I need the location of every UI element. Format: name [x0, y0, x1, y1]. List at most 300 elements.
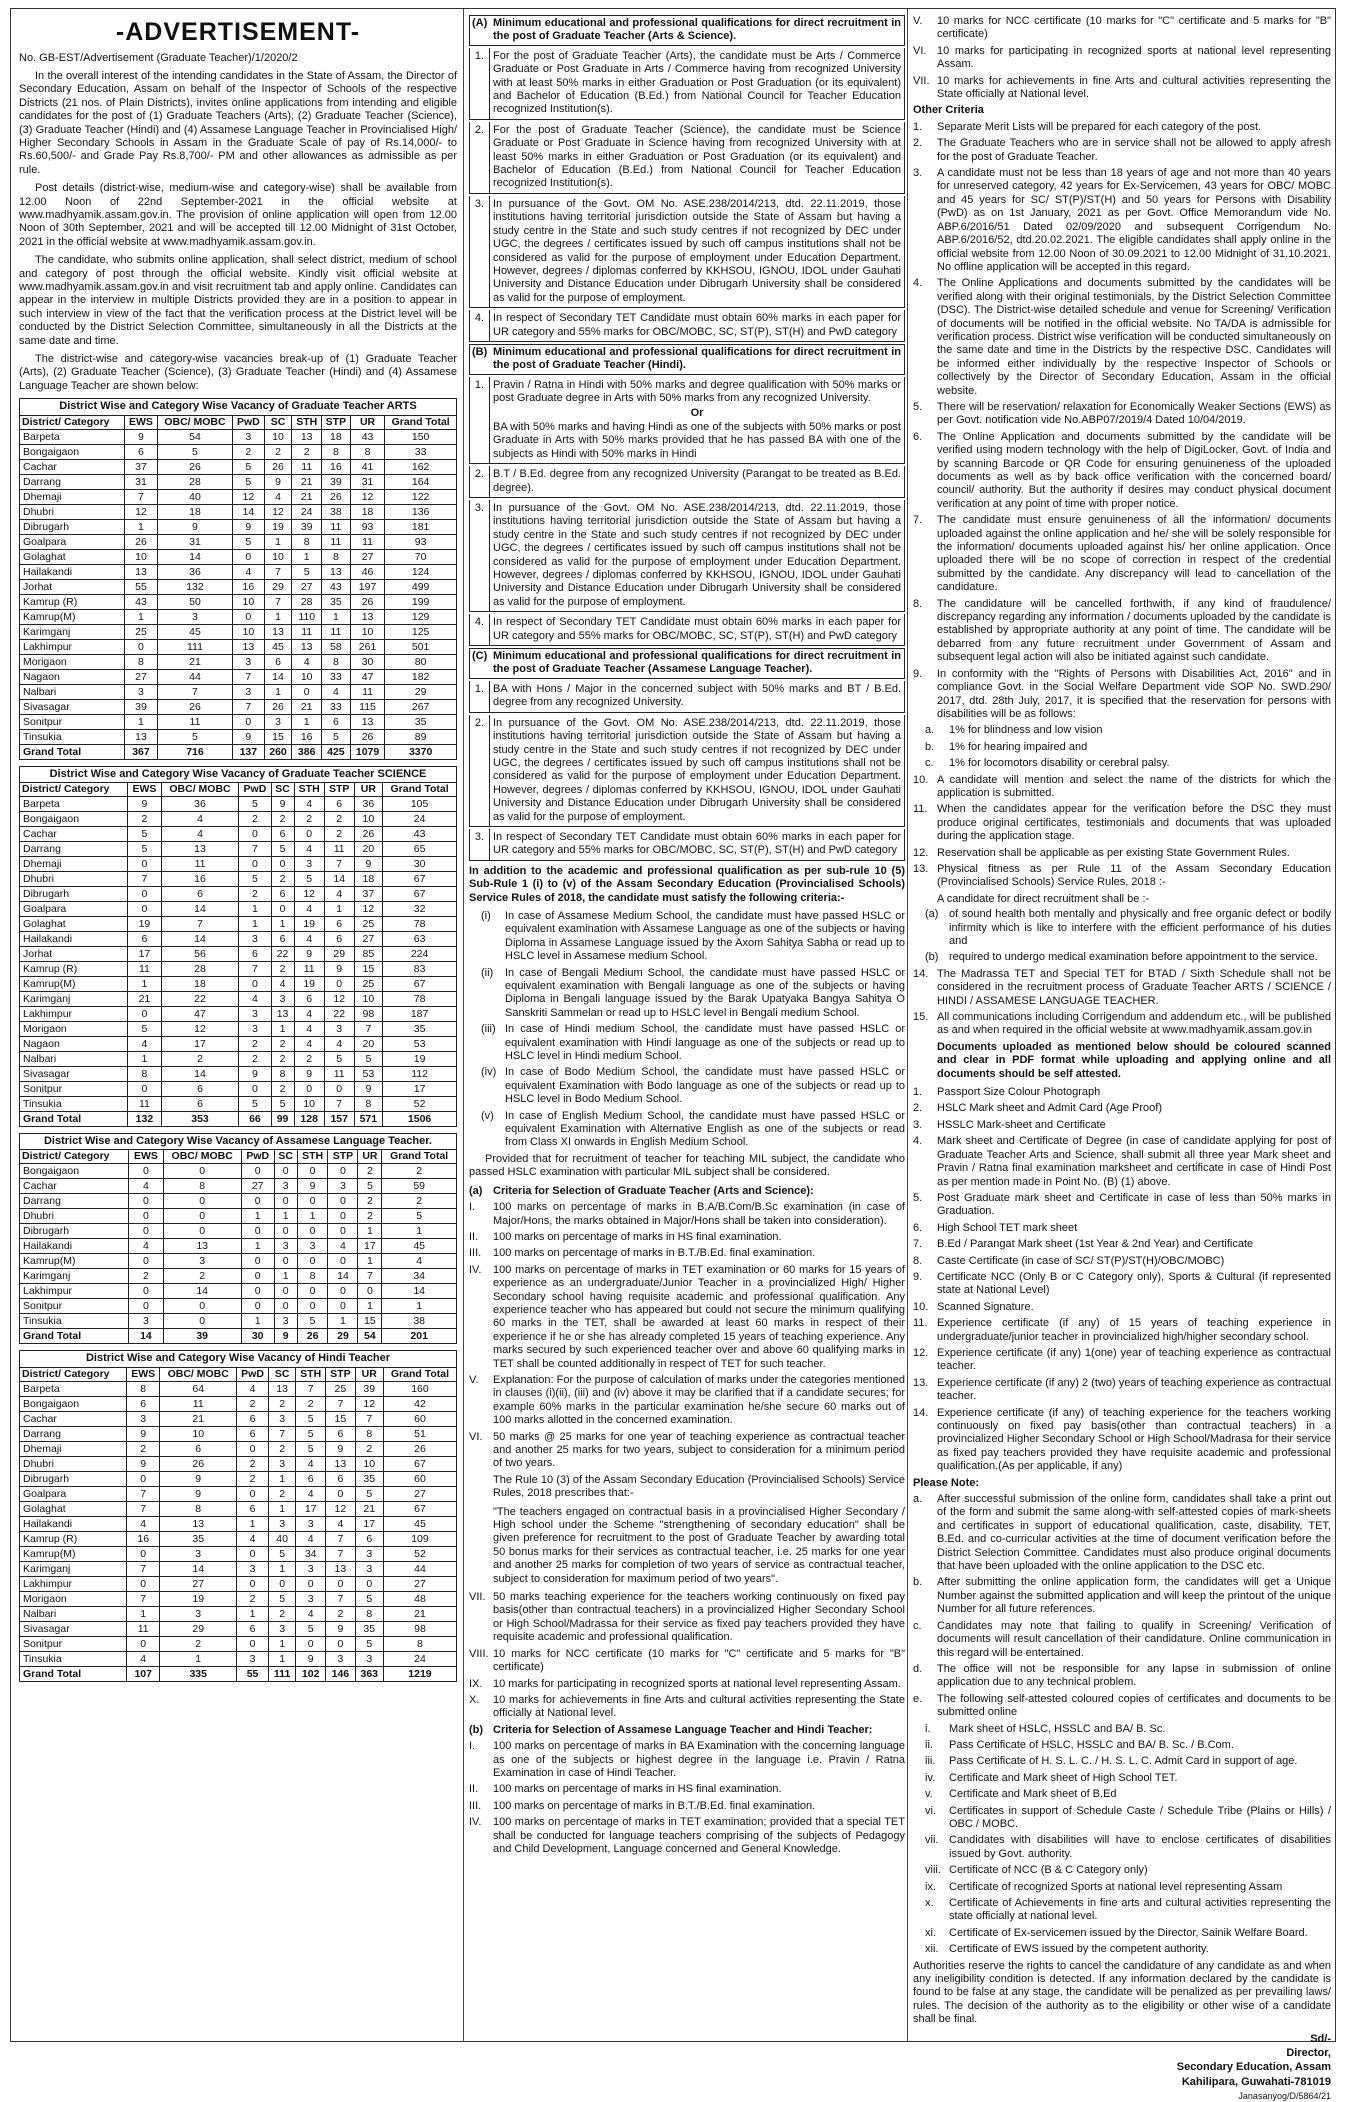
table-cell: 5	[355, 1591, 383, 1606]
table-cell: 12	[161, 1022, 238, 1037]
closing-paragraph: Authorities reserve the rights to cancel the candidature of any candidate as and when any ineligibility condition is detected. If any information declared by the candidate is found to be false at any stage, the candidate will be penalized as per prevailing laws/ rules. The decision of the authority as to the eligibility or other wise of a candidate shall be final.	[913, 1959, 1331, 2026]
list-item	[913, 1493, 1331, 1573]
table-cell: Dibrugarh	[20, 1224, 129, 1239]
item-number: III.	[469, 1247, 482, 1260]
table-cell: 33	[321, 699, 350, 714]
list-item	[913, 1576, 1331, 1616]
table-cell: 70	[385, 549, 457, 564]
table-cell: 18	[354, 872, 383, 887]
table-row	[20, 857, 457, 872]
item-text: In case of Assamese Medium School, the candidate must have passed HSLC or equivalent examination with Assamese Language as one of the subjects or having Diploma in Assamese Language issued by the Axom Sahitya Sabha or read up to HSLC level in Assamese medium School.	[505, 909, 905, 963]
table-cell: 16	[292, 729, 322, 744]
table-cell: 0	[126, 1636, 159, 1651]
table-cell: 27	[292, 579, 322, 594]
table-cell: 9	[126, 1456, 159, 1471]
table-cell: 12	[326, 1501, 355, 1516]
criteria-b-list	[469, 1740, 905, 1856]
item-number: ii.	[925, 1738, 933, 1751]
table-cell: 1	[321, 609, 350, 624]
item-number: VII.	[469, 1591, 486, 1604]
table-cell: Hailakandi	[20, 1239, 129, 1254]
table-cell: Sivasagar	[20, 1067, 128, 1082]
table-caption: District Wise and Category Wise Vacancy of Graduate Teacher ARTS	[19, 398, 457, 414]
table-cell: Dhemaji	[20, 1441, 127, 1456]
table-cell: 7	[126, 1561, 159, 1576]
qualification-section-b	[469, 344, 905, 646]
table-cell: 29	[328, 1329, 358, 1344]
table-cell: 34	[382, 1269, 457, 1284]
please-note-heading: Please Note:	[913, 1476, 980, 1489]
item-number: 8.	[913, 1254, 923, 1267]
table-cell: 2	[129, 1269, 163, 1284]
item-number: 10.	[913, 1300, 929, 1313]
table-cell: Kamrup (R)	[20, 594, 125, 609]
table-cell: 8	[297, 1269, 328, 1284]
table-cell: 43	[125, 594, 158, 609]
table-cell: 5	[296, 1621, 326, 1636]
table-cell: 162	[385, 459, 457, 474]
table-cell: 13	[160, 1516, 237, 1531]
table-cell: 4	[326, 1516, 355, 1531]
table-cell: 4	[128, 1037, 162, 1052]
table-row	[20, 1456, 457, 1471]
item-text: 1% for blindness and low vision	[949, 724, 1103, 737]
table-cell: 3	[160, 1606, 237, 1621]
table-cell: 35	[321, 594, 350, 609]
table-row	[20, 1531, 457, 1546]
list-item	[913, 431, 1331, 511]
table-cell: Golaghat	[20, 549, 125, 564]
table-cell: 18	[321, 429, 350, 444]
table-cell: Kamrup (R)	[20, 1531, 127, 1546]
item-text: The candidate must ensure genuineness of all the information/ documents uploaded against the online application and he/ she will be solely responsible for the information/ documents uploaded against his/ her online application. Once uploaded there will be no scope of correction in respect of the credential submitted by the candidate. Any discrepancy will lead to cancellation of the candidature.	[937, 514, 1331, 594]
column-3	[913, 15, 1331, 2101]
table-cell: 0	[274, 1224, 297, 1239]
table-cell: 13	[163, 1239, 241, 1254]
table-cell: 4	[324, 1037, 354, 1052]
item-text: 10 marks for achievements in fine Arts and cultural activities representing the State officially at National level.	[493, 1693, 905, 1720]
table-cell: 35	[355, 1621, 383, 1636]
table-row	[20, 812, 457, 827]
table-cell: 6	[324, 797, 354, 812]
table-cell: 8	[160, 1501, 237, 1516]
publication-code: Janasanyog/D/5864/21	[1238, 2090, 1331, 2101]
table-cell: 5	[128, 827, 162, 842]
table-cell: 0	[237, 1546, 269, 1561]
table-cell: 0	[274, 1194, 297, 1209]
column-header: PwD	[233, 415, 265, 429]
column-header: OBC/ MOBC	[160, 1367, 237, 1381]
table-cell: 5	[271, 1097, 294, 1112]
table-row	[20, 1224, 457, 1239]
qualification-item	[469, 122, 905, 194]
table-cell: 2	[239, 887, 271, 902]
item-number: 4.	[913, 277, 923, 290]
table-cell: 13	[271, 1007, 294, 1022]
item-number: 2.	[470, 466, 490, 497]
item-number: IV.	[469, 1263, 482, 1276]
item-text: Explanation: For the purpose of calculation of marks under the categories mentioned in clauses (i)(ii), (iii) and (iv) above it may be clarified that if a candidate secures; for example 60% marks in the particular examination he/she secure 60 marks out of 100 marks allotted in the concerned examination.	[493, 1373, 905, 1427]
qualification-item	[469, 500, 905, 612]
table-cell: 0	[129, 1284, 163, 1299]
table-cell: 39	[355, 1381, 383, 1396]
item-number: 10.	[913, 773, 929, 786]
table-cell: 12	[264, 504, 292, 519]
section-title: Minimum educational and professional qualifications for direct recruitment in the post of Graduate Teacher (Hindi).	[493, 345, 901, 372]
table-cell: 3	[274, 1314, 297, 1329]
table-cell: 31	[157, 534, 232, 549]
table-cell: Darrang	[20, 842, 128, 857]
table-cell: 54	[358, 1329, 382, 1344]
section-key: (C)	[472, 650, 488, 663]
table-cell: 0	[126, 1546, 159, 1561]
table-cell: 29	[324, 947, 354, 962]
table-cell: 2	[271, 1037, 294, 1052]
item-number: V.	[469, 1373, 479, 1386]
table-cell: 5	[233, 459, 265, 474]
table-cell: 10	[125, 549, 158, 564]
table-cell: 5	[358, 1179, 382, 1194]
table-row	[20, 1022, 457, 1037]
table-cell: 12	[324, 992, 354, 1007]
table-cell: 0	[239, 827, 271, 842]
table-cell: 0	[239, 977, 271, 992]
table-cell: Karimganj	[20, 1561, 127, 1576]
table-cell: 8	[354, 1097, 383, 1112]
item-number: VIII.	[469, 1647, 489, 1660]
list-item	[913, 1788, 1331, 1801]
table-cell: 6	[161, 887, 238, 902]
table-cell: 17	[296, 1501, 326, 1516]
list-item	[913, 75, 1331, 102]
table-cell: 17	[383, 1082, 457, 1097]
table-cell: 363	[355, 1666, 383, 1681]
table-cell: 39	[163, 1329, 241, 1344]
other-criteria-list-2	[913, 774, 1331, 890]
table-cell: 10	[355, 1456, 383, 1471]
table-cell: 3370	[385, 744, 457, 759]
table-row	[20, 1269, 457, 1284]
item-text: 100 marks on percentage of marks in HS final examination.	[493, 1783, 782, 1796]
item-text: Certificate of NCC (B & C Category only)	[949, 1864, 1148, 1877]
list-item	[469, 1783, 905, 1796]
table-cell: 0	[241, 1224, 274, 1239]
table-cell: 8	[355, 1426, 383, 1441]
table-cell: 15	[358, 1314, 382, 1329]
table-cell: 47	[350, 669, 384, 684]
table-cell: Grand Total	[20, 1666, 127, 1681]
table-cell: Dhubri	[20, 1209, 129, 1224]
table-cell: 13	[161, 842, 238, 857]
disability-reservation-list	[913, 724, 1331, 770]
list-item	[469, 1023, 905, 1063]
table-cell: 1	[269, 1636, 296, 1651]
item-number: 4.	[470, 310, 490, 341]
item-number: 3.	[470, 500, 490, 611]
table-cell: 2	[237, 1456, 269, 1471]
item-text: 100 marks on percentage of marks in TET examination or 60 marks for 15 years of experience as an undergraduate/Junior Teacher in a provincialized High/ Higher Secondary school having requisite academic and professional qualification. Any experience teacher who has appeared but could not secure the minimum qualifying 60 marks in the TET, shall be awarded at least 60 marks in respect of their experience if he or she has already completed 15 years of teaching experience. Any marks secured by such experienced teacher over and above 60 qualifying marks in TET shall be counted additionally in respect of TET for such teacher.	[493, 1263, 905, 1370]
column-header: EWS	[128, 783, 162, 797]
table-row	[20, 1471, 457, 1486]
table-cell: 2	[296, 1396, 326, 1411]
table-cell: 5	[297, 1314, 328, 1329]
table-cell: 9	[233, 729, 265, 744]
column-header: UR	[350, 415, 384, 429]
item-number: c.	[925, 757, 934, 770]
table-cell: Kamrup (R)	[20, 962, 128, 977]
table-cell: 83	[383, 962, 457, 977]
other-criteria-list-3	[913, 968, 1331, 1038]
item-number: 11.	[913, 803, 928, 816]
table-row	[20, 902, 457, 917]
table-cell: 5	[292, 564, 322, 579]
table-cell: 22	[161, 992, 238, 1007]
table-cell: 201	[382, 1329, 457, 1344]
table-cell: 26	[350, 594, 384, 609]
list-item	[469, 1231, 905, 1244]
table-cell: 2	[128, 812, 162, 827]
item-number: (v)	[481, 1109, 494, 1122]
table-cell: 0	[271, 857, 294, 872]
table-row	[20, 564, 457, 579]
item-number: 14.	[913, 967, 929, 980]
table-cell: Barpeta	[20, 429, 125, 444]
column-header: District/ Category	[20, 415, 125, 429]
list-item	[913, 908, 1331, 948]
table-cell: Karimganj	[20, 992, 128, 1007]
item-number: (b)	[925, 951, 939, 964]
item-number: 4.	[913, 1135, 923, 1148]
table-cell: 5	[233, 474, 265, 489]
table-cell: 5	[354, 1052, 383, 1067]
table-row	[20, 1486, 457, 1501]
table-cell: 5	[296, 1441, 326, 1456]
table-cell: 53	[383, 1037, 457, 1052]
grand-total-row	[20, 1666, 457, 1681]
table-cell: 9	[126, 1426, 159, 1441]
table-cell: 19	[160, 1591, 237, 1606]
table-cell: 3	[264, 714, 292, 729]
table-cell: 2	[239, 1052, 271, 1067]
table-cell: 3	[269, 1621, 296, 1636]
table-cell: 1	[264, 534, 292, 549]
table-cell: 33	[385, 444, 457, 459]
column-header: Grand Total	[382, 1150, 457, 1164]
table-cell: 4	[126, 1516, 159, 1531]
signature-address: Kahilipara, Guwahati-781019	[1181, 2075, 1331, 2088]
table-cell: 5	[269, 1546, 296, 1561]
column-header: SC	[269, 1367, 296, 1381]
table-cell: 9	[326, 1621, 355, 1636]
table-cell: 9	[324, 962, 354, 977]
table-cell: 0	[328, 1284, 358, 1299]
table-cell: 26	[264, 459, 292, 474]
table-cell: 2	[292, 444, 322, 459]
item-number: viii.	[925, 1864, 941, 1877]
item-number: c.	[913, 1619, 922, 1632]
table-cell: 2	[382, 1194, 457, 1209]
table-cell: 4	[382, 1254, 457, 1269]
table-cell: Hailakandi	[20, 564, 125, 579]
table-cell: 122	[385, 489, 457, 504]
table-cell: 24	[383, 1651, 456, 1666]
table-cell: 38	[382, 1314, 457, 1329]
table-cell: 9	[125, 429, 158, 444]
table-row	[20, 1314, 457, 1329]
table-row	[20, 669, 457, 684]
table-cell: 11	[321, 624, 350, 639]
table-cell: 26	[125, 534, 158, 549]
table-cell: 5	[294, 872, 324, 887]
item-number: vi.	[925, 1804, 936, 1817]
advertisement-page	[10, 8, 1336, 2101]
table-cell: 9	[128, 797, 162, 812]
table-cell: 111	[157, 639, 232, 654]
table-cell: 4	[294, 1037, 324, 1052]
table-cell: 14	[129, 1329, 163, 1344]
table-cell: 0	[358, 1284, 382, 1299]
item-text: Pass Certificate of H. S. L. C. / H. S. L. C. Admit Card in support of age.	[949, 1755, 1298, 1768]
table-cell: 28	[161, 962, 238, 977]
table-row	[20, 504, 457, 519]
table-row	[20, 1591, 457, 1606]
table-cell: 9	[354, 857, 383, 872]
item-text: All communications including Corrigendum and addendum etc., will be published as and when required in the official website at www.madhyamik.assam.gov.in	[937, 1011, 1331, 1037]
grand-total-row	[20, 1112, 457, 1127]
table-cell: 1	[292, 549, 322, 564]
table-cell: 20	[354, 842, 383, 857]
table-cell: 93	[350, 519, 384, 534]
table-cell: 1	[358, 1224, 382, 1239]
table-cell: 7	[239, 842, 271, 857]
table-cell: 0	[128, 857, 162, 872]
table-cell: 26	[354, 827, 383, 842]
table-row	[20, 699, 457, 714]
table-cell: 6	[237, 1621, 269, 1636]
table-cell: 0	[269, 1576, 296, 1591]
column-header: STP	[328, 1150, 358, 1164]
table-cell: 13	[292, 639, 322, 654]
criteria-a-list	[469, 1201, 905, 1471]
table-cell: 13	[326, 1456, 355, 1471]
list-item	[913, 1693, 1331, 1720]
table-cell: 3	[125, 684, 158, 699]
table-cell: 3	[326, 1651, 355, 1666]
item-number: 3.	[470, 196, 490, 307]
table-row	[20, 1082, 457, 1097]
column-divider	[907, 9, 908, 2041]
item-text: In respect of Secondary TET Candidate must obtain 60% marks in each paper for UR category and 55% marks for OBC/MOBC, SC, ST(P), ST(H) and PwD category	[493, 312, 901, 338]
table-cell: Goalpara	[20, 1486, 127, 1501]
table-cell: 43	[350, 429, 384, 444]
table-cell: 1	[125, 519, 158, 534]
table-cell: 27	[160, 1576, 237, 1591]
table-cell: 19	[264, 519, 292, 534]
table-cell: 260	[264, 744, 292, 759]
table-row	[20, 872, 457, 887]
table-cell: 37	[354, 887, 383, 902]
table-cell: 13	[350, 609, 384, 624]
table-cell: 197	[350, 579, 384, 594]
item-number: II.	[469, 1230, 479, 1243]
table-row	[20, 1007, 457, 1022]
item-number: 12.	[913, 1346, 929, 1359]
table-cell: 10	[233, 624, 265, 639]
list-item	[469, 1678, 905, 1691]
list-item	[913, 1864, 1331, 1877]
table-cell: 1	[237, 1606, 269, 1621]
table-cell: 2	[355, 1441, 383, 1456]
table-cell: 55	[237, 1666, 269, 1681]
qualification-item	[469, 715, 905, 827]
table-cell: 3	[274, 1239, 297, 1254]
table-cell: 8	[163, 1179, 241, 1194]
table-row	[20, 962, 457, 977]
table-cell: Nagaon	[20, 669, 125, 684]
table-row	[20, 519, 457, 534]
table-cell: 39	[321, 474, 350, 489]
table-row	[20, 534, 457, 549]
rule-reference: The Rule 10 (3) of the Assam Secondary Education (Provincialised Schools) Service Rules, 2018 prescribes that:-	[493, 1473, 905, 1500]
item-text: High School TET mark sheet	[937, 1221, 1078, 1234]
table-cell: 21	[160, 1411, 237, 1426]
qualification-section-a	[469, 15, 905, 342]
qualification-item	[469, 829, 905, 861]
table-row	[20, 1576, 457, 1591]
table-row	[20, 1516, 457, 1531]
table-cell: 2	[294, 1052, 324, 1067]
table-cell: 7	[326, 1531, 355, 1546]
item-text: BA with Hons / Major in the concerned subject with 50% marks and BT / B.Ed. degree from any recognized University.	[493, 682, 901, 709]
signature-designation: Director,	[1286, 2046, 1331, 2059]
table-cell: Grand Total	[20, 1112, 128, 1127]
item-number: (ii)	[481, 966, 494, 979]
table-cell: Morigaon	[20, 654, 125, 669]
table-cell: 0	[296, 1636, 326, 1651]
table-cell: 0	[297, 1254, 328, 1269]
table-cell: 14	[233, 504, 265, 519]
criteria-a-list-continued	[469, 1591, 905, 1721]
table-cell: 12	[294, 887, 324, 902]
table-cell: 7	[161, 917, 238, 932]
item-text: HSSLC Mark-sheet and Certificate	[937, 1118, 1106, 1131]
list-item	[913, 121, 1331, 134]
table-cell: 1	[239, 902, 271, 917]
table-cell: 8	[321, 654, 350, 669]
table-cell: 5	[296, 1426, 326, 1441]
table-cell: 0	[274, 1284, 297, 1299]
table-caption: District Wise and Category Wise Vacancy of Graduate Teacher SCIENCE	[19, 766, 457, 782]
table-cell: 22	[271, 947, 294, 962]
grand-total-row	[20, 744, 457, 759]
item-text: The Graduate Teachers who are in service shall not be allowed to apply afresh for the post of Graduate Teacher.	[937, 137, 1331, 163]
table-cell: 7	[239, 962, 271, 977]
table-cell: 3	[163, 1254, 241, 1269]
table-cell: Dhemaji	[20, 489, 125, 504]
table-cell: 157	[324, 1112, 354, 1127]
table-cell: 2	[161, 1052, 238, 1067]
table-cell: 19	[383, 1052, 457, 1067]
table-cell: 14	[382, 1284, 457, 1299]
list-item	[913, 803, 1331, 843]
item-text: The Online Applications and documents submitted by the candidates will be verified along with their original testimonials, by the District Selection Committee (DSC). The District-wise detailed schedule and venue for Screening/ Verification of documents will be notified in the official website. No TA/DA is admissible for verification process. District wise verification will be conducted simultaneously on the same date and time in the Districts by the respective DSC. Candidates will be informed either individually by the respective Inspector of Schools or collectively by the Director of Secondary Education, Assam in the official website.	[937, 277, 1331, 397]
table-cell: 29	[160, 1621, 237, 1636]
table-cell: 164	[385, 474, 457, 489]
table-cell: 5	[239, 1097, 271, 1112]
table-cell: Nalbari	[20, 684, 125, 699]
table-cell: 8	[321, 444, 350, 459]
table-cell: 2	[382, 1164, 457, 1179]
